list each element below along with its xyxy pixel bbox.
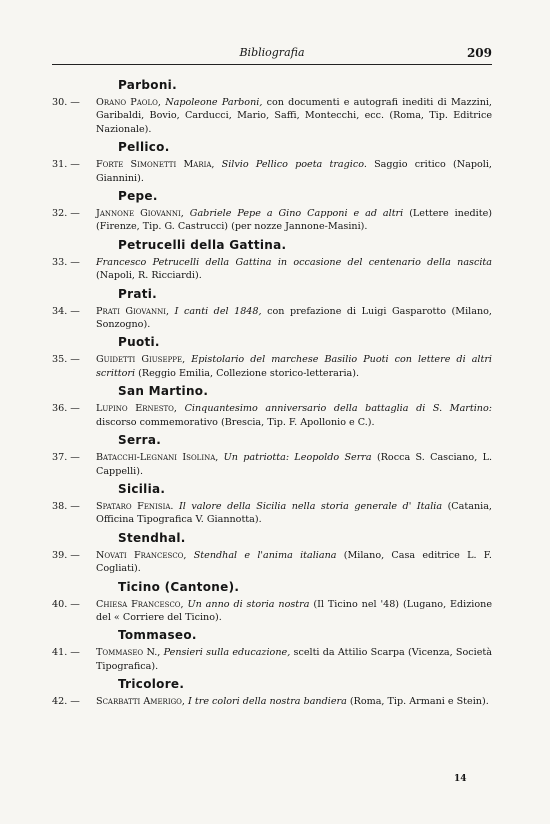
entry-details: Saggio critico (Napoli, Giannini). [96,159,492,184]
entry-details: (Roma, Tip. Armani e Stein). [349,696,489,708]
entry-title: Un patriotta: Leopoldo Serra [223,452,372,464]
entry-reference [52,256,492,283]
entry-reference [52,305,492,332]
entry-author: Forte Simonetti Maria, [96,159,215,171]
entry-number: 41. — [52,647,80,659]
bibliography-entry [52,677,492,708]
entry-details: (Reggio Emilia, Collezione storico-letteraria). [138,367,360,379]
entry-title: Francesco Petrucelli della Gattina in occasione del centenario della nascita [96,256,492,268]
entry-heading: Sicilia. [118,481,166,496]
entry-title: Un anno di storia nostra [187,598,310,610]
entry-details: con documenti e autografi inediti di Mazzini, Garibaldi, Bovio, Carducci, Mario, Saffi, Montecchi, ecc. (Roma, Tip. Editrice Nazionale). [96,97,492,135]
bibliography-entry [52,78,492,136]
entry-title: Gabriele Pepe a Gino Capponi e ad altri [189,208,404,220]
entry-title: Napoleone Parboni, [165,97,263,108]
entry-author: Prati Giovanni, [96,305,170,317]
entry-title: Stendhal e l'anima italiana [193,549,337,561]
entry-title: I canti del 1848, [174,305,262,317]
entry-number: 30. — [52,97,80,108]
entry-heading: Tricolore. [118,677,185,692]
bibliography-entry [52,238,492,283]
entry-reference [52,402,492,429]
entry-author: Lupino Ernesto, [96,403,177,415]
entry-heading: Ticino (Cantone). [118,579,240,594]
entry-heading: Serra. [118,433,162,448]
bibliography-entry [52,287,492,332]
entry-heading: Parboni. [118,78,177,92]
entry-title: Cinquantesimo anniversario della battaglia di S. Martino: [184,403,492,415]
signature-mark: 14 [454,774,467,784]
entry-author: Batacchi-Legnani Isolina, [96,452,219,464]
entry-author: Scarbatti Amerigo, [96,696,185,708]
entry-details: (Catania, Officina Tipografica V. Giannotta). [96,500,492,526]
entry-heading: Tommaseo. [118,628,197,643]
entry-title: Pensieri sulla educazione, [163,647,291,659]
entry-number: 35. — [52,354,80,366]
entry-title: Il valore della Sicilia nella storia generale d' Italia [178,500,443,512]
entry-title: Epistolario del marchese Basilio Puoti con lettere di altri scrittori [96,354,492,379]
entry-reference [52,695,492,708]
entry-details: scelti da Attilio Scarpa (Vicenza, Società Tipografica). [96,647,492,672]
page-number: 209 [466,46,492,60]
entry-number: 38. — [52,500,80,512]
entry-details: (Napoli, R. Ricciardi). [96,270,202,282]
entry-heading: Stendhal. [118,530,186,545]
entry-heading: Pepe. [118,189,158,204]
bibliography-entry [52,531,492,576]
entry-number: 31. — [52,159,80,171]
entry-reference [52,353,492,380]
bibliography-entry [52,628,492,673]
entry-heading: Pellico. [118,140,170,155]
entry-heading: San Martino. [118,384,209,399]
entry-heading: Prati. [118,286,158,301]
entry-details: discorso commemorativo (Brescia, Tip. F. Apollonio e C.). [96,416,375,428]
entry-reference [52,451,492,478]
entry-details: (Il Ticino nel '48) (Lugano, Edizione del « Corriere del Ticino). [96,598,492,623]
entry-author: Tommaseo N., [96,647,161,659]
entry-number: 39. — [52,549,80,561]
running-title: Bibliografia [239,46,305,59]
entry-author: Guidetti Giuseppe, [96,354,186,366]
entry-number: 36. — [52,403,80,415]
entry-number: 32. — [52,208,80,220]
entry-author: Novati Francesco, [96,549,187,561]
bibliography-list [52,78,492,713]
entry-number: 42. — [52,696,80,708]
entry-number: 40. — [52,598,80,610]
bibliography-entry [52,189,492,234]
entry-details: (Rocca S. Casciano, L. Cappelli). [96,452,492,477]
entry-heading: Petrucelli della Gattina. [118,237,287,252]
entry-reference [52,598,492,625]
entry-details: (Milano, Casa editrice L. F. Cogliati). [96,549,492,575]
bibliography-entry [52,335,492,380]
bibliography-entry [52,580,492,625]
entry-heading: Puoti. [118,335,160,350]
entry-reference [52,158,492,185]
entry-reference [52,207,492,234]
header-rule [52,64,492,65]
bibliography-entry [52,384,492,429]
entry-reference [52,96,492,136]
entry-reference [52,646,492,673]
bibliography-entry [52,140,492,185]
entry-details: (Lettere inedite) (Firenze, Tip. G. Castrucci) (per nozze Jannone-Masini). [96,208,492,233]
bibliography-entry [52,482,492,527]
entry-details: con prefazione di Luigi Gasparotto (Milano, Sonzogno). [96,305,492,331]
entry-reference [52,549,492,576]
entry-title: I tre colori della nostra bandiera [188,696,347,708]
entry-author: Spataro Fenisia. [96,500,174,512]
running-head [52,46,492,62]
entry-author: Orano Paolo, [96,97,161,108]
entry-number: 34. — [52,305,80,317]
entry-number: 37. — [52,452,80,464]
entry-reference [52,500,492,527]
entry-author: Chiesa Francesco, [96,598,184,610]
entry-title: Silvio Pellico poeta tragico. [221,159,367,171]
bibliography-entry [52,433,492,478]
entry-number: 33. — [52,256,80,268]
entry-author: Jannone Giovanni, [96,208,184,220]
